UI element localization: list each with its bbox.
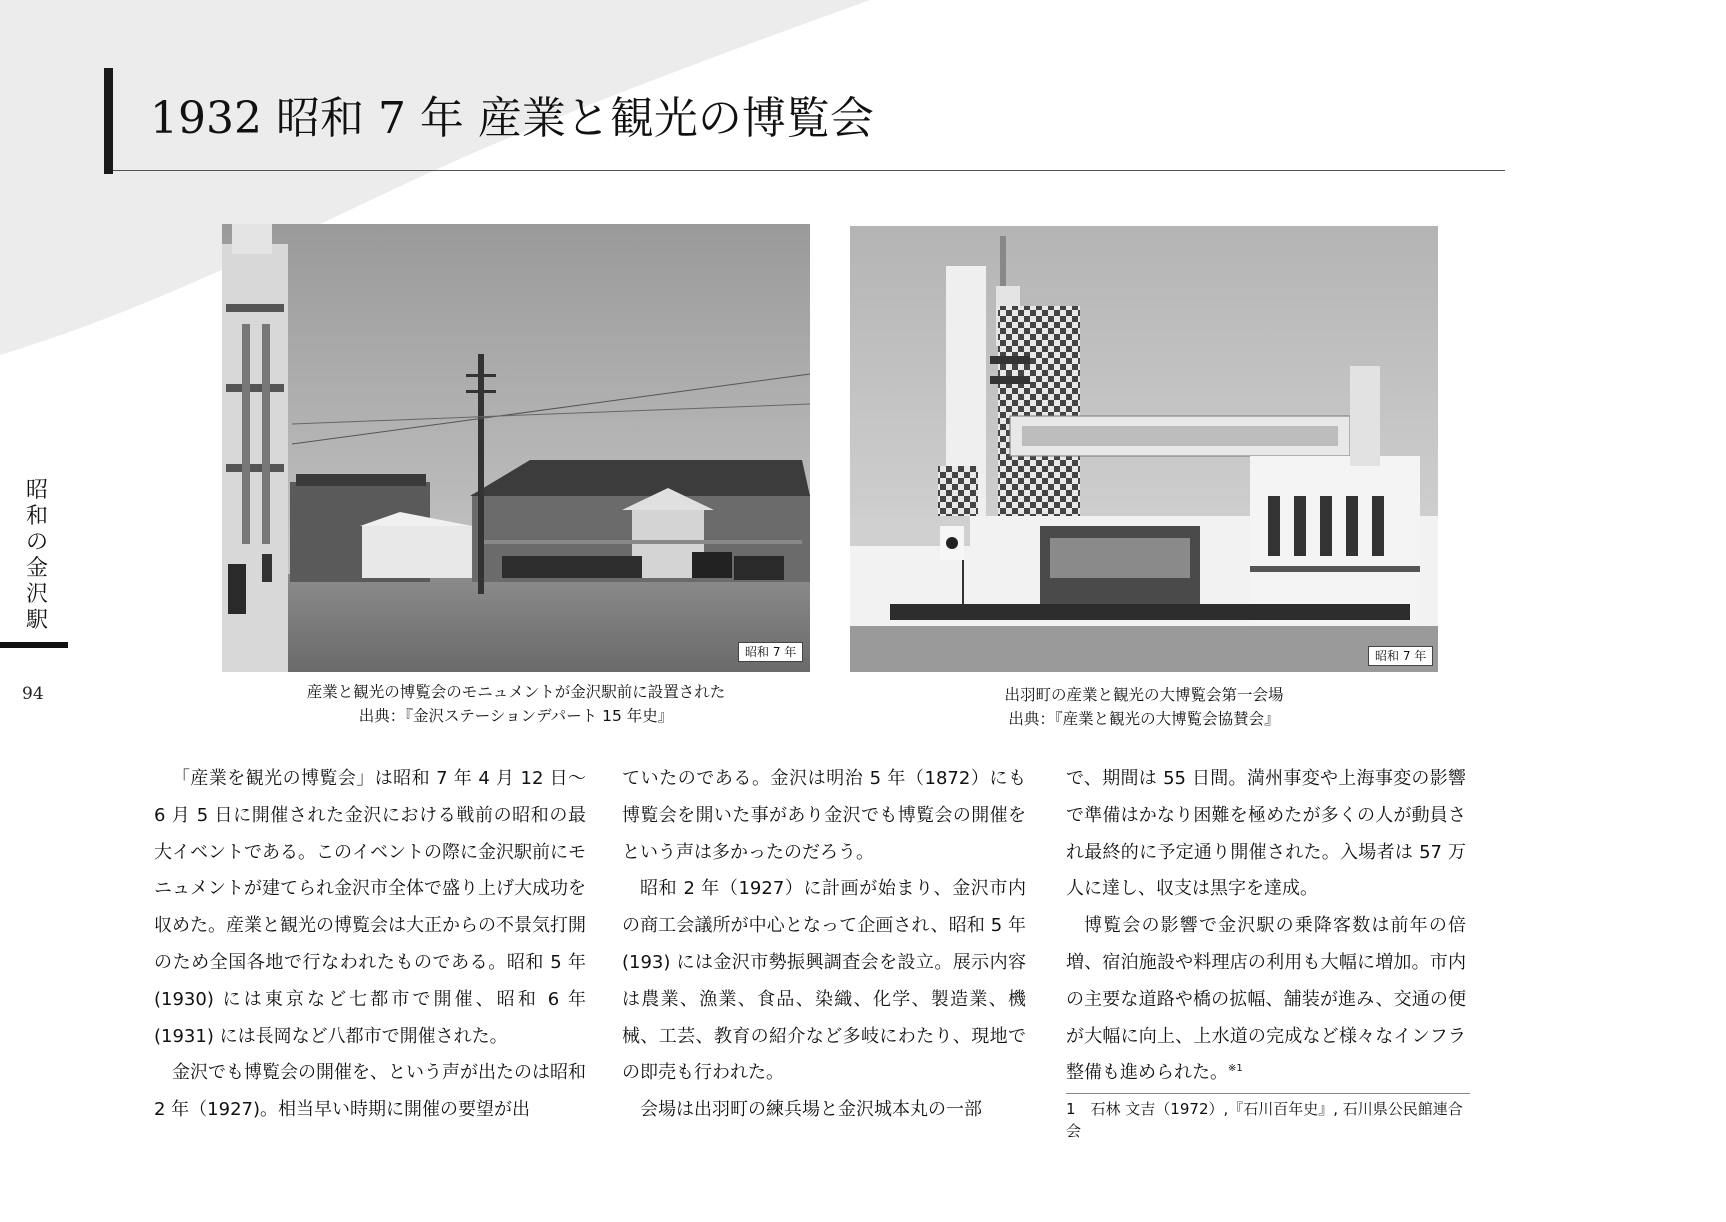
paragraph: 昭和 2 年（1927）に計画が始まり、金沢市内の商工会議所が中心となって企画され、昭和 5 年 (193) には金沢市勢振興調査会を設立。展示内容は農業、漁業、食品、染織、化学、製造業、機械、工芸、教育の紹介など多岐にわたり、現地での即売も行われた。 [622, 878, 1026, 1084]
body-column-2 [622, 761, 1026, 1129]
paragraph: ていたのである。金沢は明治 5 年（1872）にも博覧会を開いた事があり金沢でも博覧会の開催をという声は多かったのだろう。 [622, 768, 1026, 863]
photo-caption [850, 683, 1438, 731]
footnote-reference[interactable]: ※1 [1228, 1063, 1243, 1075]
body-column-1 [154, 761, 586, 1129]
paragraph-text: 博覧会の影響で金沢駅の乗降客数は前年の倍増、宿泊施設や料理店の利用も大幅に増加。市内の主要な道路や橋の拡幅、舗装が進み、交通の便が大幅に向上、上水道の完成など様々なインフラ整備も進められた。 [1066, 915, 1466, 1084]
chapter-char: 和 [25, 504, 48, 529]
photo-station-monument [222, 224, 810, 672]
caption-text: 出羽町の産業と観光の大博覧会第一会場 [1004, 686, 1284, 704]
chapter-marker-bar [0, 642, 68, 648]
paragraph: で、期間は 55 日間。満州事変や上海事変の影響で準備はかなり困難を極めたが多くの人が動員され最終的に予定通り開催された。入場者は 57 万人に達し、収支は黒字を達成。 [1066, 768, 1466, 900]
footnote: 1 石林 文吉（1972）,『石川百年史』, 石川県公民館連合会 [1066, 1100, 1463, 1140]
chapter-char: 昭 [25, 478, 48, 503]
photo-exposition-hall [850, 226, 1438, 672]
paragraph [1066, 908, 1466, 1092]
footnote-divider [1066, 1093, 1470, 1094]
chapter-char: 金 [25, 556, 48, 581]
chapter-char: 沢 [25, 582, 48, 607]
title-accent-bar [104, 68, 113, 174]
caption-source: 出典：『金沢ステーションデパート 15 年史』 [358, 707, 674, 725]
paragraph: 金沢でも博覧会の開催を、という声が出たのは昭和 2 年（1927)。相当早い時期に開催の要望が出 [154, 1062, 586, 1121]
caption-source: 出典：『産業と観光の大博覧会協賛会』 [1008, 710, 1280, 728]
page-title: 1932 昭和 7 年 産業と観光の博覧会 [150, 93, 874, 144]
chapter-char: 駅 [25, 608, 48, 633]
caption-text: 産業と観光の博覧会のモニュメントが金沢駅前に設置された [306, 683, 726, 701]
title-underline [113, 170, 1505, 171]
page-number: 94 [22, 684, 44, 704]
photo-caption [222, 680, 810, 728]
photo-year-badge: 昭和 7 年 [738, 642, 803, 662]
paragraph: 「産業を観光の博覧会」は昭和 7 年 4 月 12 日〜 6 月 5 日に開催された金沢における戦前の昭和の最大イベントである。このイベントの際に金沢駅前にモニュメントが建てられ金沢市全体で盛り上げ大成功を収めた。産業と観光の博覧会は大正からの不景気打開のため全国各地で行なわれたものである。昭和 5 年 (1930) には東京など七都市で開催、昭和 6 年 (1931) には長岡など八都市で開催された。 [154, 768, 586, 1047]
body-column-3 [1066, 761, 1466, 1092]
paragraph: 会場は出羽町の練兵場と金沢城本丸の一部 [640, 1099, 982, 1121]
photo-year-badge: 昭和 7 年 [1368, 646, 1433, 666]
chapter-title-vertical [22, 478, 52, 634]
chapter-char: の [25, 530, 48, 555]
